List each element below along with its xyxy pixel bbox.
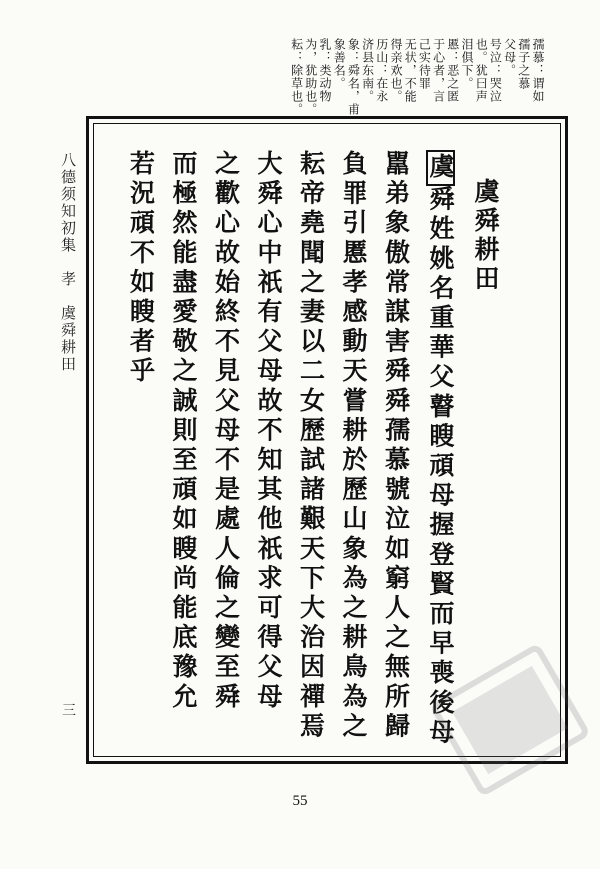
column-text: 舜姓姚名重華父瞽瞍頑母握登賢而早喪後母 bbox=[426, 185, 455, 749]
note-column: 孺子之慕 bbox=[516, 38, 531, 90]
text-column bbox=[171, 150, 196, 712]
seal-watermark bbox=[430, 640, 590, 800]
column-text: 若況頑不如瞍者乎 bbox=[126, 150, 156, 387]
page-number: 55 bbox=[292, 793, 308, 809]
note-column: 也。犹曰声 bbox=[474, 38, 489, 103]
column-text: 大舜心中祇有父母故不知其他祇求可得父母 bbox=[254, 150, 283, 713]
running-header: 八德须知初集 孝 虞舜耕田 bbox=[59, 152, 77, 373]
note-column: 耘：除草也。 bbox=[289, 38, 304, 116]
note-column: 己实待罪 bbox=[417, 38, 432, 90]
note-column: 得亲欢也。 bbox=[389, 38, 403, 103]
note-column: 慝：恶之匿 bbox=[445, 38, 460, 103]
note-column: 济县东南。 bbox=[360, 38, 375, 103]
note-column: 象：舜名，甫 bbox=[346, 38, 361, 116]
column-text: 耘帝堯聞之妻以二女歷試諸艱天下大治因禪焉 bbox=[296, 150, 326, 742]
note-column: 孺慕：谓如 bbox=[531, 38, 545, 103]
note-column: 父母。 bbox=[502, 38, 517, 77]
text-column bbox=[211, 150, 241, 713]
text-column bbox=[126, 150, 156, 387]
column-text: 嚚弟象傲常謀害舜舜孺慕號泣如窮人之無所歸 bbox=[381, 150, 411, 742]
note-column: 泪俱下。 bbox=[460, 38, 474, 90]
column-text: 之歡心故始終不見父母不是處人倫之變至舜 bbox=[211, 150, 241, 713]
text-column bbox=[341, 150, 366, 742]
note-column: 无状，不能 bbox=[403, 38, 418, 103]
note-column: 历山：在永 bbox=[374, 38, 389, 103]
note-column: 号泣：哭泣 bbox=[488, 38, 503, 103]
boxed-char: 虞 bbox=[426, 150, 455, 186]
text-column bbox=[256, 150, 281, 712]
note-column: 为，犹助也。 bbox=[303, 38, 318, 116]
note-column: 象善名。 bbox=[332, 38, 347, 90]
text-column bbox=[296, 150, 326, 742]
column-text: 而極然能盡愛敬之誠則至頑如瞍尚能底豫允 bbox=[169, 150, 198, 713]
note-column: 乳：类动物 bbox=[318, 38, 332, 103]
note-column: 于心者，言 bbox=[431, 38, 446, 103]
story-title: 虞舜耕田 bbox=[471, 178, 500, 294]
column-text: 負罪引慝孝感動天嘗耕於歷山象為之耕鳥為之 bbox=[339, 150, 368, 742]
text-column bbox=[381, 150, 411, 742]
section-marker: 三 bbox=[62, 703, 76, 719]
